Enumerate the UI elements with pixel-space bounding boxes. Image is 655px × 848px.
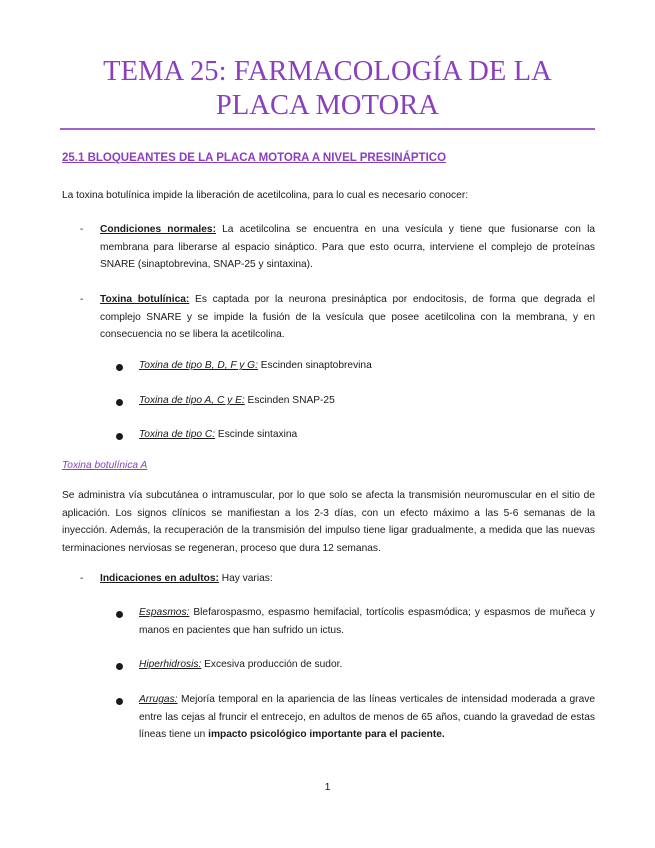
toxin-text: Escinde sintaxina — [215, 429, 298, 440]
list-item-condiciones-normales — [100, 221, 595, 274]
item-text: Es captada por la neurona presináptica por endocitosis, de forma que degrada el complejo SNARE y se impide la fusión de la vesícula que posee acetilcolina con la membrana, y en consecuencia no se libera la acetilcolina. — [100, 294, 595, 340]
list-item-use — [139, 691, 595, 744]
use-bold-text: impacto psicológico importante para el paciente. — [208, 729, 445, 740]
toxin-label: Toxina de tipo C: — [139, 429, 216, 440]
bullet-icon — [116, 698, 123, 705]
list-item-use — [139, 656, 595, 674]
item-text: La acetilcolina se encuentra en una vesícula y tiene que fusionarse con la membrana para liberarse al espacio sináptico. Para que esto ocurra, interviene el complejo de proteínas SNARE (sinaptobrevina, SNAP-25 y sintaxina). — [100, 224, 596, 270]
list-item-toxin-type — [139, 392, 595, 410]
use-label: Arrugas: — [139, 694, 178, 705]
bullet-icon — [116, 433, 123, 440]
list-item-toxin-type — [139, 357, 595, 375]
item-label: Condiciones normales: — [100, 224, 216, 235]
use-label: Espasmos: — [139, 607, 190, 618]
use-text: Blefarospasmo, espasmo hemifacial, tortícolis espasmódica; y espasmos de muñeca y manos en pacientes que han sufrido un ictus. — [139, 607, 595, 636]
section-heading: 25.1 BLOQUEANTES DE LA PLACA MOTORA A NIVEL PRESINÁPTICO — [62, 152, 447, 164]
item-label: Toxina botulínica: — [100, 294, 190, 305]
toxin-text: Escinden SNAP-25 — [244, 395, 335, 406]
toxin-label: Toxina de tipo B, D, F y G: — [139, 360, 258, 371]
dash-marker: - — [80, 294, 84, 305]
toxin-text: Escinden sinaptobrevina — [257, 360, 372, 371]
bullet-icon — [116, 663, 123, 670]
title-underline-rule — [60, 128, 595, 130]
dash-marker: - — [80, 224, 84, 235]
page-title: TEMA 25: FARMACOLOGÍA DE LA PLACA MOTORA — [103, 56, 552, 121]
bullet-icon — [116, 364, 123, 371]
toxin-label: Toxina de tipo A, C y E: — [139, 395, 245, 406]
list-item-use — [139, 604, 595, 639]
bullet-icon — [116, 399, 123, 406]
use-label: Hiperhidrosis: — [139, 659, 202, 670]
body-paragraph: Se administra vía subcutánea o intramuscular, por lo que solo se afecta la transmisión neuromuscular en el sitio de aplicación. Los signos clínicos se manifiestan a los 2-3 días, con un efecto máximo a las 5-6 semanas de la inyección. Además, la recuperación de la transmisión del impulso tiene ligar gradualmente, a medida que las nuevas terminaciones nerviosas se regeneran, proceso que dura 12 semanas. — [62, 490, 595, 554]
list-item-indicaciones — [100, 570, 595, 588]
dash-marker: - — [80, 573, 84, 584]
page-number: 1 — [324, 781, 331, 793]
bullet-icon — [116, 611, 123, 618]
intro-paragraph: La toxina botulínica impide la liberación de acetilcolina, para lo cual es necesario conocer: — [62, 190, 469, 201]
use-text: Excesiva producción de sudor. — [201, 659, 343, 670]
subheading-toxina-botulinica-a: Toxina botulínica A — [62, 460, 148, 471]
list-item-toxina-botulinica — [100, 291, 595, 344]
use-text: Mejoría temporal en la apariencia de las líneas verticales de intensidad moderada a grave entre las cejas al fruncir el entrecejo, en adultos de menos de 65 años, cuando la gravedad de estas líneas tiene un — [139, 694, 595, 740]
list-item-toxin-type — [139, 426, 595, 444]
item-text: Hay varias: — [218, 573, 273, 584]
item-label: Indicaciones en adultos: — [100, 573, 219, 584]
